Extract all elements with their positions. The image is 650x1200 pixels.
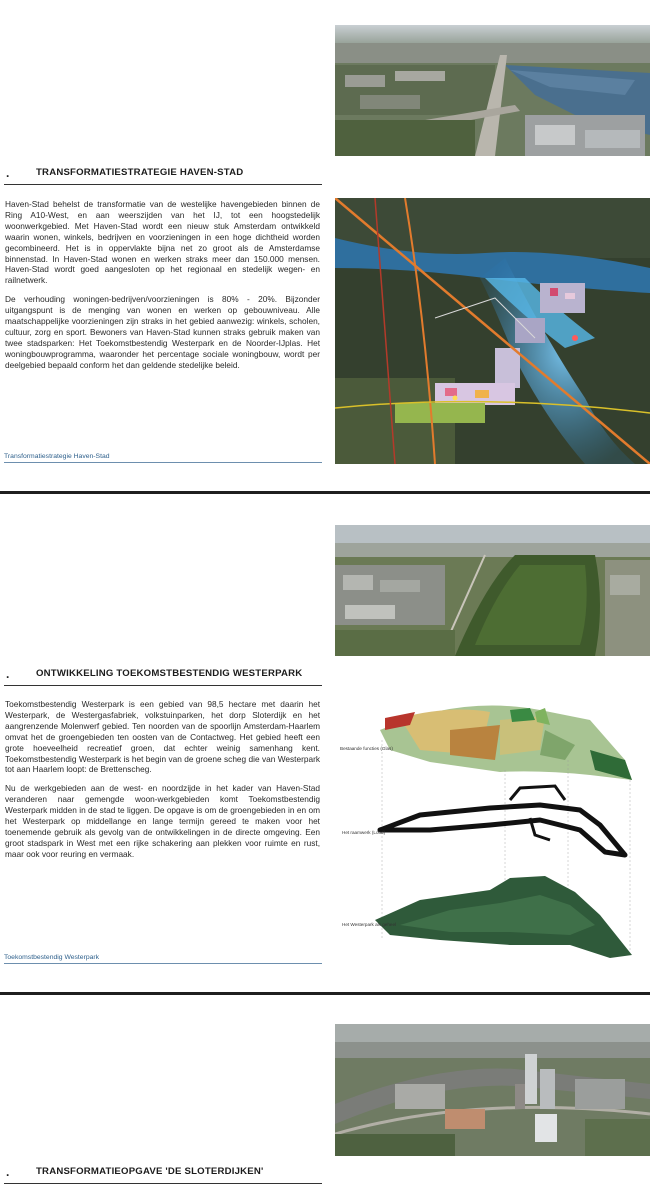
paragraph: Toekomstbestendig Westerpark is een gebied van 98,5 hectare met daarin het Westerpark, de Westergasfabriek, volkstuinparken, het dorp Sloterdijk en het aangrenzende Molenwerf gebied. Ten noorden van de spoorlijn Amsterdam-Haarlem omvat het de groengebieden ten oosten van de Contactweg. Het gebied heeft een grote hoeveelheid recreatief groen, dat echter weinig samenhang kent. Toekomstbestendig Westerpark is het begin van de groene scheg die van Westerpark tot aan Haarlem loopt: de Brettenscheg. [5,699,320,775]
figure-caption: Toekomstbestendig Westerpark [4,954,100,961]
section-title: ONTWIKKELING TOEKOMSTBESTENDIG WESTERPARK [36,668,303,679]
section-title-row [4,1165,322,1185]
title-divider [4,685,322,686]
page-haven-stad [0,0,650,491]
caption-divider [4,963,322,964]
westerpark-layer-diagram [340,700,640,965]
masterplan-map-haven-stad [335,198,650,464]
caption-divider [4,462,322,463]
title-marker: . [6,166,10,180]
page-sloterdijken [0,996,650,1200]
diagram-label-layer2: Het raamwerk (Lood) [342,830,386,835]
section-title-row [4,166,322,186]
section-title-row [4,667,322,687]
page-westerpark [0,495,650,992]
paragraph: Nu de werkgebieden aan de west- en noordzijde in het kader van Haven-Stad veranderen naar gemengde woon-werkgebieden komt Toekomstbestendig Westerpark midden in de stad te liggen. De opgave is om de groengebieden in en om het Westerpark op middellange en lange termijn gereed te maken voor het toenemende gebruik als gevolg van de ontwikkelingen in de directe omgeving. Een groot stadspark in West met een rijke schakering aan plekken voor ruimte en rust, maar ook voor reuring en vermaak. [5,783,320,859]
title-marker: . [6,667,10,681]
diagram-label-layer1: Bestaande functies (Glas) [340,746,393,751]
aerial-photo-westerpark [335,525,650,656]
page-separator [0,491,650,494]
section-body [5,199,320,379]
title-marker: . [6,1165,10,1179]
aerial-photo-sloterdijken [335,1024,650,1156]
diagram-label-layer3: Het Westerpark als geheel [342,922,397,927]
page-separator [0,992,650,995]
section-body [5,699,320,868]
section-title: TRANSFORMATIESTRATEGIE HAVEN-STAD [36,167,244,178]
section-title: TRANSFORMATIEOPGAVE 'DE SLOTERDIJKEN' [36,1166,264,1177]
figure-caption: Transformatiestrategie Haven-Stad [4,453,110,460]
aerial-photo-haven-stad [335,25,650,156]
paragraph: De verhouding woningen-bedrijven/voorzieningen is 80% - 20%. Bijzonder uitgangspunt is de menging van wonen en werken op gebouwniveau. Alle maatschappelijke voorzieningen zijn straks in het gebied aanwezig: winkels, scholen, cultuur, zorg en sport. Bewoners van Haven-Stad kunnen straks gebruik maken van twee stadsparken: Het Toekomstbestendig Westerpark en de Noorder-IJplas. Het woningbouwprogramma, waaronder het percentage sociale woningbouw, wordt per deelgebied bepaald conform het dan geldende stedelijke beleid. [5,294,320,370]
title-divider [4,184,322,185]
paragraph: Haven-Stad behelst de transformatie van de westelijke havengebieden binnen de Ring A10-West, en aan weerszijden van het IJ, tot een hoogstedelijk woonwerkgebied. Met Haven-Stad wordt een nieuw stuk Amsterdam ontwikkeld waarin wonen, winkels, bedrijven en voorzieningen in een hoge dichtheid worden gecombineerd. Het is in oppervlakte bijna net zo groot als de Amsterdamse binnenstad. In Haven-Stad wonen en werken straks meer dan 150.000 mensen. Haven-Stad wordt goed aangesloten op het regionaal en stedelijk wegen- en railnetwerk. [5,199,320,286]
title-divider [4,1183,322,1184]
